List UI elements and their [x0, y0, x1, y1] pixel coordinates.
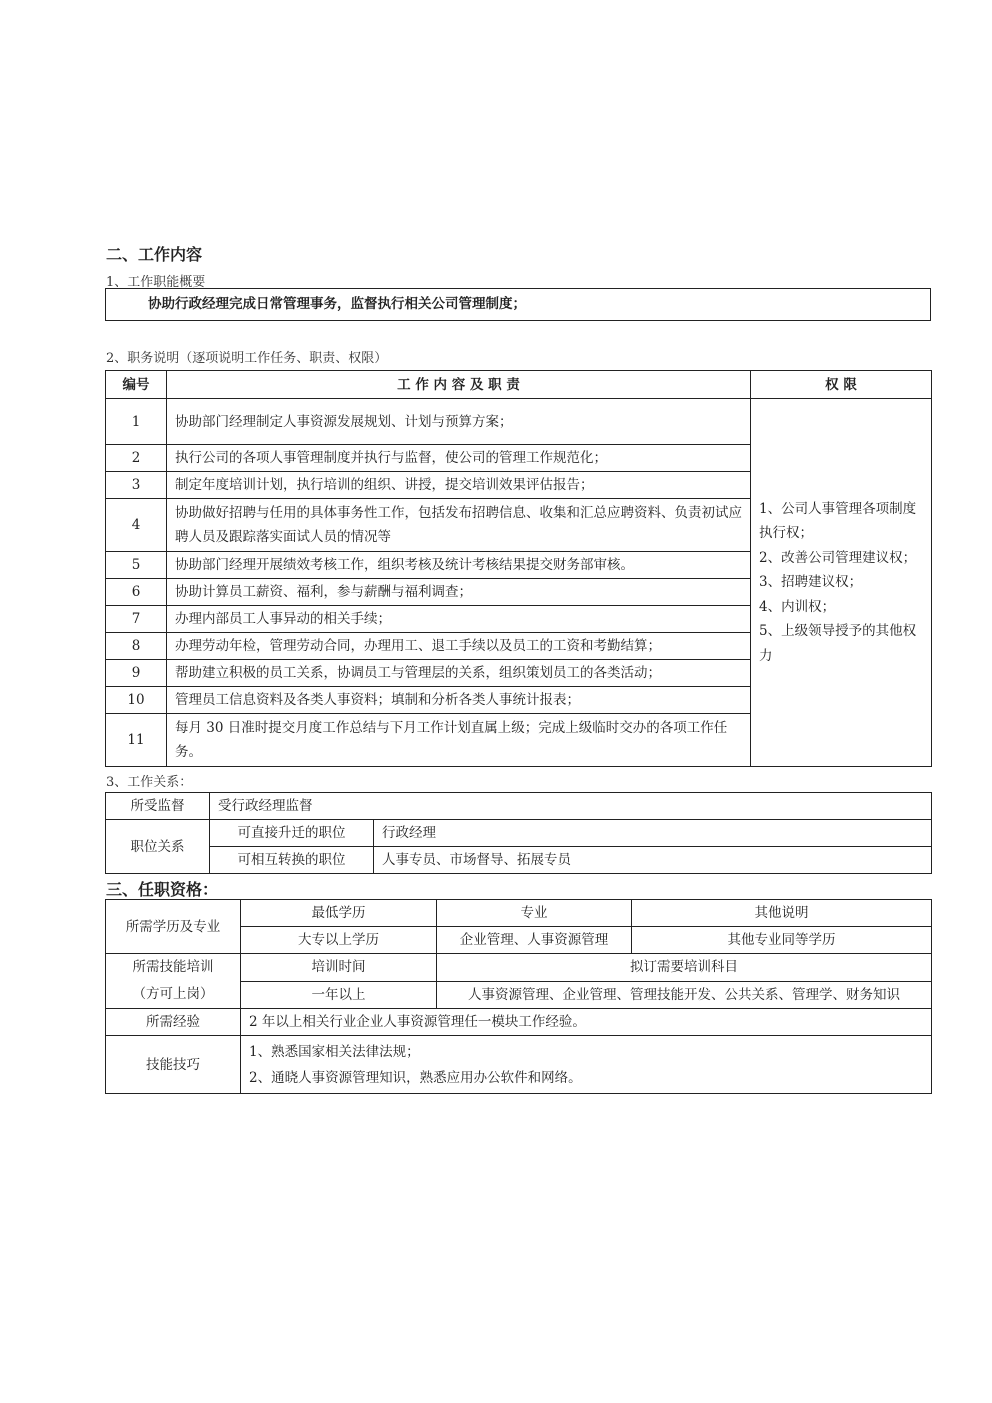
promote-label: 可直接升迁的职位: [210, 820, 374, 847]
section-2-title: 二、工作内容: [106, 245, 203, 264]
position-label: 职位关系: [106, 820, 210, 874]
training-header-time: 培训时间: [241, 954, 437, 982]
row-number: 9: [106, 660, 167, 687]
col-header-authority: 权 限: [751, 371, 932, 399]
transfer-label: 可相互转换的职位: [210, 847, 374, 874]
supervised-label: 所受监督: [106, 793, 210, 820]
experience-label: 所需经验: [106, 1009, 241, 1036]
authority-item: 4、内训权；: [759, 598, 836, 615]
training-value-subjects: 人事资源管理、企业管理、管理技能开发、公共关系、管理学、财务知识: [437, 981, 932, 1009]
training-label-line1: 所需技能培训: [132, 959, 214, 975]
promote-value: 行政经理: [374, 820, 932, 847]
row-text: 管理员工信息资料及各类人事资料；填制和分析各类人事统计报表；: [167, 687, 751, 714]
duties-table: [105, 370, 932, 767]
authority-item: 5、上级领导授予的其他权力: [759, 623, 917, 664]
edu-header-min: 最低学历: [241, 900, 437, 927]
experience-value: 2 年以上相关行业企业人事资源管理任一模块工作经验。: [241, 1009, 932, 1036]
row-text: 帮助建立积极的员工关系，协调员工与管理层的关系，组织策划员工的各类活动；: [167, 660, 751, 687]
edu-value-other: 其他专业同等学历: [632, 927, 932, 954]
duties-subtitle: 2、职务说明（逐项说明工作任务、职责、权限）: [106, 351, 388, 366]
row-number: 10: [106, 687, 167, 714]
row-text: 协助计算员工薪资、福利，参与薪酬与福利调查；: [167, 579, 751, 606]
row-number: 5: [106, 552, 167, 579]
edu-value-min: 大专以上学历: [241, 927, 437, 954]
row-text: 协助做好招聘与任用的具体事务性工作，包括发布招聘信息、收集和汇总应聘资料、负责初试应聘人员及跟踪落实面试人员的情况等: [167, 499, 751, 552]
authority-item: 2、改善公司管理建议权；: [759, 549, 917, 566]
row-text: 办理劳动年检，管理劳动合同，办理用工、退工手续以及员工的工资和考勤结算；: [167, 633, 751, 660]
row-number: 8: [106, 633, 167, 660]
edu-header-major: 专业: [437, 900, 632, 927]
table-row: [106, 399, 932, 445]
authority-item: 1、公司人事管理各项制度执行权；: [759, 500, 917, 542]
skill-item: 2、通晓人事资源管理知识，熟悉应用办公软件和网络。: [249, 1070, 582, 1086]
section-3-title: 三、任职资格：: [106, 880, 219, 899]
col-header-content: 工 作 内 容 及 职 责: [167, 371, 751, 399]
job-summary-box: 协助行政经理完成日常管理事务，监督执行相关公司管理制度；: [105, 288, 931, 321]
authority-cell: [751, 399, 932, 767]
transfer-value: 人事专员、市场督导、拓展专员: [374, 847, 932, 874]
row-number: 11: [106, 714, 167, 767]
qualifications-table: [105, 899, 932, 1094]
relations-table: [105, 792, 932, 874]
row-number: 7: [106, 606, 167, 633]
row-text: 制定年度培训计划，执行培训的组织、讲授，提交培训效果评估报告；: [167, 472, 751, 499]
row-text: 每月 30 日准时提交月度工作总结与下月工作计划直属上级；完成上级临时交办的各项工作任务。: [167, 714, 751, 767]
training-header-subjects: 拟订需要培训科目: [437, 954, 932, 982]
row-number: 4: [106, 499, 167, 552]
edu-value-major: 企业管理、人事资源管理: [437, 927, 632, 954]
job-summary-subtitle: 1、工作职能概要: [106, 275, 206, 290]
row-number: 6: [106, 579, 167, 606]
row-number: 2: [106, 445, 167, 472]
supervised-value: 受行政经理监督: [210, 793, 932, 820]
skills-cell: [241, 1036, 932, 1094]
skill-item: 1、熟悉国家相关法律法规；: [249, 1044, 420, 1060]
skills-label: 技能技巧: [106, 1036, 241, 1094]
relations-subtitle: 3、工作关系：: [106, 775, 193, 790]
row-text: 执行公司的各项人事管理制度并执行与监督，使公司的管理工作规范化；: [167, 445, 751, 472]
col-header-number: 编号: [106, 371, 167, 399]
row-text: 协助部门经理制定人事资源发展规划、计划与预算方案；: [167, 399, 751, 445]
row-number: 3: [106, 472, 167, 499]
training-label-line2: （方可上岗）: [132, 986, 214, 1002]
edu-label: 所需学历及专业: [106, 900, 241, 954]
training-value-time: 一年以上: [241, 981, 437, 1009]
row-number: 1: [106, 399, 167, 445]
row-text: 协助部门经理开展绩效考核工作，组织考核及统计考核结果提交财务部审核。: [167, 552, 751, 579]
training-label: [106, 954, 241, 1009]
row-text: 办理内部员工人事异动的相关手续；: [167, 606, 751, 633]
authority-item: 3、招聘建议权；: [759, 574, 863, 591]
edu-header-other: 其他说明: [632, 900, 932, 927]
